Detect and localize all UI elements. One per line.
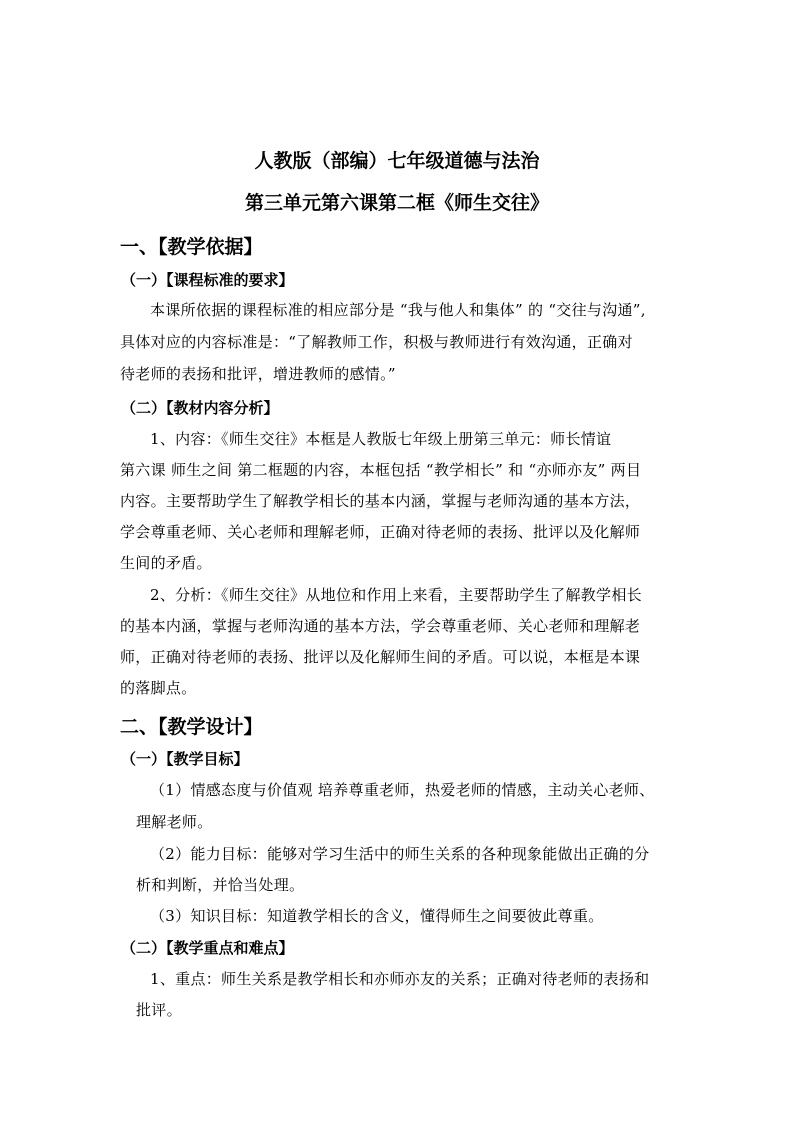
section2-heading: 二、【教学设计】	[120, 716, 263, 738]
paragraph-line: （2）能力目标：能够对学习生活中的师生关系的各种现象能做出正确的分	[150, 845, 650, 863]
section2-sub2-heading: （二）【教学重点和难点】	[121, 939, 294, 957]
paragraph-line: （1）情感态度与价值观 培养尊重老师，热爱老师的情感，主动关心老师、	[150, 781, 655, 799]
document-title-line1: 人教版（部编）七年级道德与法治	[254, 150, 540, 172]
paragraph-line: 2、分析：《师生交往》从地位和作用上来看，主要帮助学生了解教学相长	[150, 586, 642, 604]
paragraph-line: 生间的矛盾。	[120, 554, 212, 572]
paragraph-line: 师，正确对待老师的表扬、批评以及化解师生间的矛盾。可以说，本框是本课	[120, 648, 641, 666]
paragraph-line: 的落脚点。	[120, 679, 197, 697]
paragraph-line: 本课所依据的课程标准的相应部分是 “我与他人和集体” 的 “交往与沟通”,	[150, 301, 646, 319]
paragraph-line: 内容。主要帮助学生了解教学相长的基本内涵，掌握与老师沟通的基本方法，	[120, 492, 641, 510]
paragraph-line: 学会尊重老师、关心老师和理解老师，正确对待老师的表扬、批评以及化解师	[120, 523, 641, 541]
section1-sub1-heading: （一）【课程标准的要求】	[121, 271, 294, 289]
paragraph-line: 具体对应的内容标准是：“了解教师工作，积极与教师进行有效沟通，正确对	[120, 333, 633, 351]
paragraph-line: （3）知识目标：知道教学相长的含义，懂得师生之间要彼此尊重。	[150, 907, 604, 925]
section1-heading: 一、【教学依据】	[120, 236, 263, 258]
paragraph-line: 析和判断，并恰当处理。	[136, 876, 305, 894]
section1-sub2-heading: （二）【教材内容分析】	[121, 399, 279, 417]
paragraph-line: 批评。	[136, 1001, 182, 1019]
paragraph-line: 待老师的表扬和批评，增进教师的感情。”	[120, 365, 396, 383]
paragraph-line: 1、内容：《师生交往》本框是人教版七年级上册第三单元：师长情谊	[150, 430, 612, 448]
paragraph-line: 第六课 师生之间 第二框题的内容，本框包括 “教学相长” 和 “亦师亦友” 两目	[120, 461, 642, 479]
document-title-line2: 第三单元第六课第二框《师生交往》	[244, 192, 549, 214]
paragraph-line: 的基本内涵，掌握与老师沟通的基本方法，学会尊重老师、关心老师和理解老	[120, 617, 641, 635]
paragraph-line: 1、重点：师生关系是教学相长和亦师亦友的关系；正确对待老师的表扬和	[150, 970, 650, 988]
paragraph-line: 理解老师。	[136, 813, 213, 831]
section2-sub1-heading: （一）【教学目标】	[121, 750, 249, 768]
